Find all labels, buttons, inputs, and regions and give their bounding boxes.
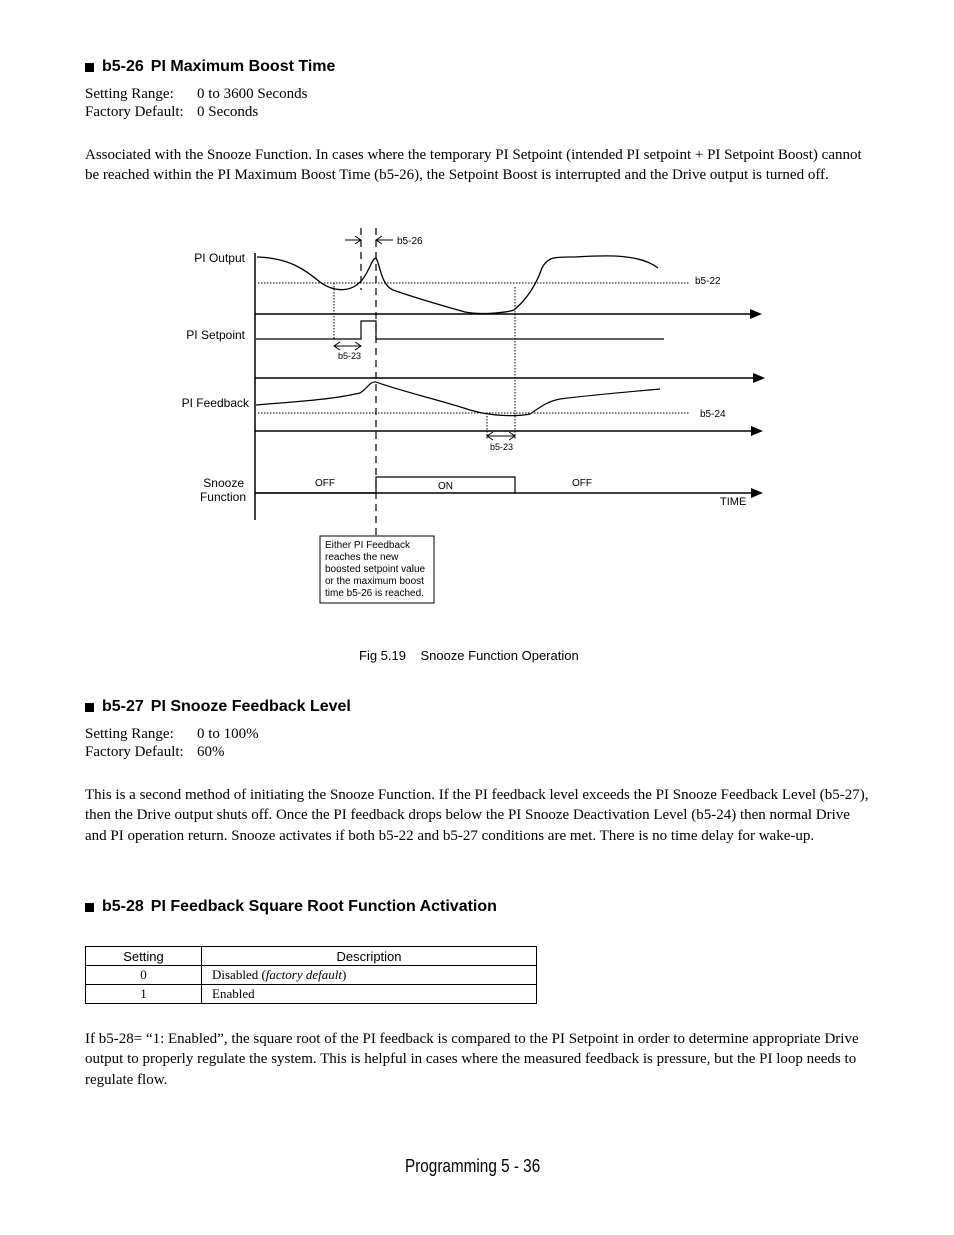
column-header-setting: Setting xyxy=(86,947,202,966)
setting-range-value: 0 to 100% xyxy=(197,726,259,742)
note-line: reaches the new xyxy=(325,552,399,563)
note-line: Either PI Feedback xyxy=(325,540,411,551)
parameter-title: PI Snooze Feedback Level xyxy=(150,698,351,715)
arrow-head-icon xyxy=(751,426,763,436)
snooze-on-pulse xyxy=(256,477,515,493)
setting-value: 0 xyxy=(86,966,202,985)
paragraph-b5-27: This is a second method of initiating the Snooze Function. If the PI feedback level exceeds the PI Snooze Feedback Level (b5-27), then the Drive output shuts off. Once the PI feedback drops below the PI Snooze Deactivation Level (b5-24) then normal Drive and PI operation return. Snooze activates if both b5-22 and b5-27 conditions are met. There is no time delay for wake-up. xyxy=(85,787,869,844)
note-line: or the maximum boost xyxy=(325,576,424,587)
factory-default xyxy=(85,103,258,121)
label-pi-setpoint: PI Setpoint xyxy=(186,328,245,342)
setting-range xyxy=(85,85,307,103)
table-header-row xyxy=(86,947,537,966)
label-b5-26: b5-26 xyxy=(397,236,423,247)
pi-output-curve xyxy=(257,256,658,314)
label-b5-23-top: b5-23 xyxy=(338,351,362,361)
arrow-head-icon xyxy=(753,373,765,383)
label-b5-22: b5-22 xyxy=(695,276,721,287)
factory-default-value: 0 Seconds xyxy=(197,104,259,120)
paragraph-b5-26: Associated with the Snooze Function. In cases where the temporary PI Setpoint (intended PI setpoint + PI Setpoint Boost) cannot be reached within the PI Maximum Boost Time (b5-26), the Setpoint Boost is interrupted and the Drive output is turned off. xyxy=(85,147,862,184)
label-function: Function xyxy=(199,490,246,504)
figure-number: Fig 5.19 xyxy=(359,648,406,663)
label-b5-24: b5-24 xyxy=(700,409,726,420)
pi-feedback-curve xyxy=(256,382,660,416)
parameter-code: b5-27 xyxy=(102,698,144,715)
figure-caption xyxy=(359,648,579,663)
square-bullet-icon xyxy=(85,903,94,912)
setting-range-label: Setting Range: xyxy=(85,86,174,102)
paragraph-b5-28: If b5-28= “1: Enabled”, the square root of the PI feedback is compared to the PI Setpoint in order to determine appropriate Drive output to properly regulate the system. This is helpful in cases where the measured feedback is pressure, but the PI loop needs to regulate flow. xyxy=(85,1031,859,1088)
setting-range-label: Setting Range: xyxy=(85,726,174,742)
parameter-code: b5-28 xyxy=(102,898,144,915)
parameter-title: PI Maximum Boost Time xyxy=(150,58,336,75)
page-footer: Programming 5 - 36 xyxy=(405,1156,541,1176)
label-on: ON xyxy=(438,481,453,492)
label-off-left: OFF xyxy=(315,478,335,489)
section-heading-b5-27 xyxy=(85,698,351,716)
factory-default-value: 60% xyxy=(197,744,225,760)
table-row xyxy=(86,966,537,985)
factory-default-label: Factory Default: xyxy=(85,744,184,760)
setting-value: 1 xyxy=(86,985,202,1004)
figure-title: Snooze Function Operation xyxy=(420,648,579,663)
table-row xyxy=(86,985,537,1004)
label-time: TIME xyxy=(720,496,747,508)
column-header-description: Description xyxy=(202,947,537,966)
note-line: time b5-26 is reached. xyxy=(325,588,424,599)
label-pi-feedback: PI Feedback xyxy=(181,396,249,410)
square-bullet-icon xyxy=(85,63,94,72)
setting-range-value: 0 to 3600 Seconds xyxy=(197,86,308,102)
note-line: boosted setpoint value xyxy=(325,564,426,575)
setting-description: Disabled (factory default) xyxy=(202,966,537,985)
factory-default-label: Factory Default: xyxy=(85,104,184,120)
settings-table xyxy=(85,946,537,1004)
pi-setpoint-line xyxy=(256,321,664,339)
label-snooze: Snooze xyxy=(203,476,244,490)
square-bullet-icon xyxy=(85,703,94,712)
section-heading-b5-26 xyxy=(85,58,335,76)
setting-range xyxy=(85,725,259,743)
parameter-code: b5-26 xyxy=(102,58,144,75)
arrow-head-icon xyxy=(751,488,763,498)
parameter-title: PI Feedback Square Root Function Activation xyxy=(150,898,497,915)
label-pi-output: PI Output xyxy=(194,251,245,265)
label-b5-23-bottom: b5-23 xyxy=(490,442,514,452)
label-off-right: OFF xyxy=(572,478,592,489)
snooze-function-timing-diagram xyxy=(170,220,770,615)
section-heading-b5-28 xyxy=(85,898,497,916)
arrow-head-icon xyxy=(750,309,762,319)
setting-description: Enabled xyxy=(202,985,537,1004)
factory-default xyxy=(85,743,225,761)
